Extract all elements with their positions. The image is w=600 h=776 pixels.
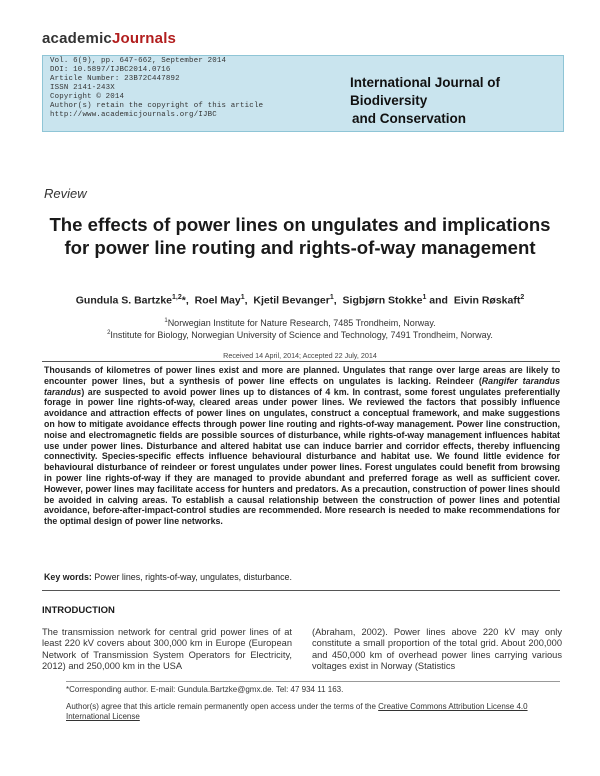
article-type: Review: [44, 186, 87, 201]
license-link[interactable]: Creative Commons Attribution License 4.0 International License: [66, 702, 528, 721]
publisher-logo: academicJournals: [42, 30, 177, 47]
keywords: Key words: Power lines, rights-of-way, ungulates, disturbance.: [44, 572, 292, 582]
abstract: Thousands of kilometres of power lines exist and more are planned. Ungulates that range over large areas are likely to encounter power lines, but a synthesis of power line effects on ungulates is lacking. Reindeer (Rangifer tarandus tarandus) are suspected to avoid power lines up to distances of 4 km. In contrast, some forest ungulates preferentially forage in power line rights-of-way, cleared areas under power lines. We reviewed the factors that possibly influence avoidance and attraction effects of power lines on ungulates, construct a conceptual framework, and make suggestions on how to mitigate avoidance effects through power line routing and rights-of-way management. Power line construction, noise and electromagnetic fields are possible sources of disturbance, while rights-of-way management influences habitat use under power lines. Disturbance and altered habitat use can induce barrier and corridor effects, thereby influencing connectivity. Species-specific effects influence behavioural disturbance and habitat use. We found little evidence for behavioural disturbance of reindeer or forest ungulates under power lines. Forest ungulates could benefit from browsing in power line rights-of-way if they are managed to provide abundant and preferred forage as well as sufficient cover. However, power lines may facilitate access for hunters and predators. As a precaution, construction of power lines should be avoided in calving areas. To establish a causal relationship between the construction of power lines and potential avoidance, before-after-impact-control studies are recommended. More research is needed to make recommendations for the optimal design of power line networks.: [44, 365, 560, 527]
species-name: Rangifer tarandus tarandus: [44, 375, 560, 397]
author: Kjetil Bevanger: [253, 294, 330, 307]
section-heading: INTRODUCTION: [42, 605, 115, 616]
footnote-divider: [66, 681, 560, 682]
author: Gundula S. Bartzke: [75, 294, 173, 307]
article-metadata: [50, 57, 310, 120]
journal-name: International Journal of Biodiversity and Conservation: [350, 75, 501, 126]
meta-copyright: Copyright © 2014: [50, 93, 125, 101]
affiliation-1: $^1$Norwegian Institute for Nature Research, 7485 Trondheim, Norway.: [164, 318, 436, 328]
meta-volume: Vol. 6(9), pp. 647-662, September 2014: [50, 57, 227, 65]
body-column-left: The transmission network for central grid power lines of at least 220 kV covers about 300,000 km in Europe (European Network of Transmission System Operators for Electricity, 2012) and 250,000 km in the USA: [42, 627, 292, 671]
author: Eivin Røskaft: [453, 294, 521, 307]
meta-doi: DOI: 10.5897/IJBC2014.0716: [50, 66, 171, 74]
affiliation-2: $^2$Institute for Biology, Norwegian University of Science and Technology, 7491 Trondheim, Norway.: [107, 330, 493, 340]
corresponding-author-note: *Corresponding author. E-mail: Gundula.Bartzke@gmx.de. Tel: 47 934 11 163.: [66, 685, 344, 694]
license-note: Author(s) agree that this article remain permanently open access under the terms of the Creative Commons Attribution License 4.0 International License: [66, 702, 528, 721]
author-list: Gundula S. Bartzke$^{1,2}$*, Roel May$^1$, Kjetil Bevanger$^1$, Sigbjørn Stokke$^1$ and Eivin Røskaft$^2$: [75, 294, 525, 307]
author: Roel May: [194, 294, 241, 307]
article-title: The effects of power lines on ungulates and implications for power line routing and rights-of-way management: [49, 214, 551, 258]
author: Sigbjørn Stokke: [342, 294, 423, 307]
body-column-right: (Abraham, 2002). Power lines above 220 kV may only constitute a small proportion of the total grid. About 200,000 and 450,000 km of overhead power lines carrying various voltages exist in Norway (Statistics: [312, 627, 562, 671]
meta-issn: ISSN 2141-243X: [50, 84, 115, 92]
received-dates: Received 14 April, 2014; Accepted 22 July, 2014: [223, 351, 377, 360]
meta-url[interactable]: http://www.academicjournals.org/IJBC: [50, 111, 217, 119]
meta-article-number: Article Number: 23B72C447892: [50, 75, 180, 83]
meta-rights: Author(s) retain the copyright of this article: [50, 102, 264, 110]
